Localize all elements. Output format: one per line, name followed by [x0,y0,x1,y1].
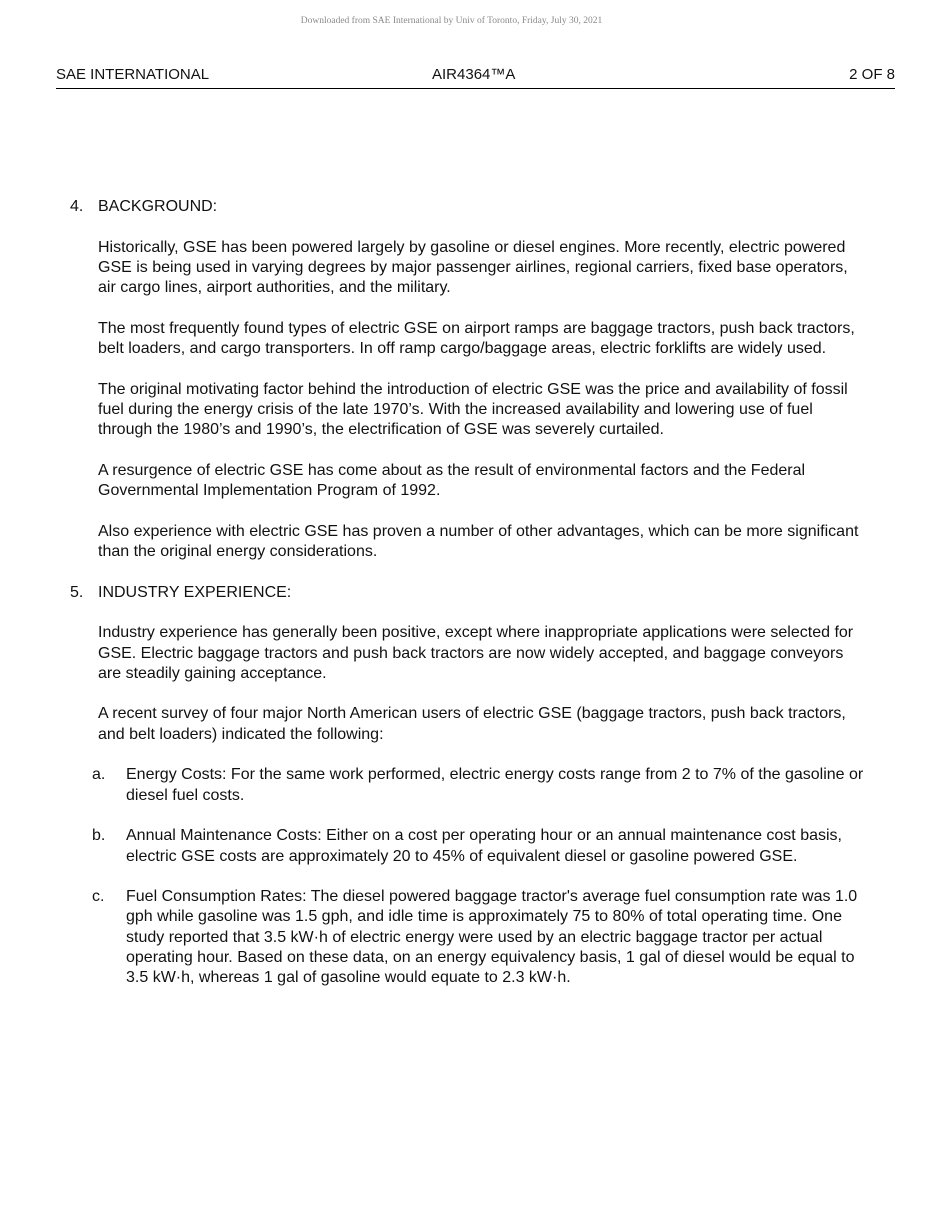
list-item [0,826,866,867]
paragraph: A resurgence of electric GSE has come about as the result of environmental factors and the Federal Governmental Implementation Program of 1992. [98,461,806,500]
document-body [0,197,950,1009]
list-item-letter: a. [92,766,106,784]
header-organization: SAE INTERNATIONAL [56,66,210,83]
section-heading-background [0,197,950,217]
list-item-letter: b. [92,827,106,845]
section-number: 5. [70,583,84,601]
list-item-letter: c. [92,888,105,906]
header-page-number: 2 OF 8 [849,66,895,83]
paragraph: The most frequently found types of electric GSE on airport ramps are baggage tractors, push back tractors, belt loaders, and cargo transporters. In off ramp cargo/baggage areas, electric forklifts are widely used. [98,319,855,358]
section-heading-industry-experience [0,583,950,603]
list-item-text: Energy Costs: For the same work performed, electric energy costs range from 2 to 7% of the gasoline or diesel fuel costs. [126,766,864,804]
list-item [0,765,866,806]
paragraph: A recent survey of four major North American users of electric GSE (baggage tractors, push back tractors, and belt loaders) indicated the following: [98,705,846,743]
list-item-text: Annual Maintenance Costs: Either on a cost per operating hour or an annual maintenance cost basis, electric GSE costs are approximately 20 to 45% of equivalent diesel or gasoline powered GSE. [126,827,842,865]
section-title: BACKGROUND: [98,198,218,215]
section-title: INDUSTRY EXPERIENCE: [98,583,292,601]
header-document-id: AIR4364™A [432,66,516,83]
list-item-text: Fuel Consumption Rates: The diesel powered baggage tractor's average fuel consumption rate was 1.0 gph while gasoline was 1.5 gph, and idle time is approximately 75 to 80% of total operating time. One study reported that 3.5 kW·h of electric energy were used by an electric baggage tractor per actual operating hour. Based on these data, on an energy equivalency basis, 1 gal of diesel would be equal to 3.5 kW·h, whereas 1 gal of gasoline would equate to 2.3 kW·h. [126,888,858,987]
section-number: 4. [70,198,84,215]
paragraph: Historically, GSE has been powered largely by gasoline or diesel engines. More recently, electric powered GSE is being used in varying degrees by major passenger airlines, regional carriers, fixed base operators, air cargo lines, airport authorities, and the military. [98,238,848,297]
list-item [0,887,866,988]
download-watermark: Downloaded from SAE International by Univ of Toronto, Friday, July 30, 2021 [300,16,603,26]
paragraph: The original motivating factor behind the introduction of electric GSE was the price and availability of fossil fuel during the energy crisis of the late 1970’s. With the increased availability and lowering use of fuel through the 1980’s and 1990’s, the electrification of GSE was severely curtailed. [98,380,848,439]
page-header [56,66,895,89]
paragraph: Industry experience has generally been positive, except where inappropriate applications were selected for GSE. Electric baggage tractors and push back tractors are now widely accepted, and baggage conveyors are steadily gaining acceptance. [98,624,854,682]
paragraph: Also experience with electric GSE has proven a number of other advantages, which can be more significant than the original energy considerations. [98,522,859,561]
